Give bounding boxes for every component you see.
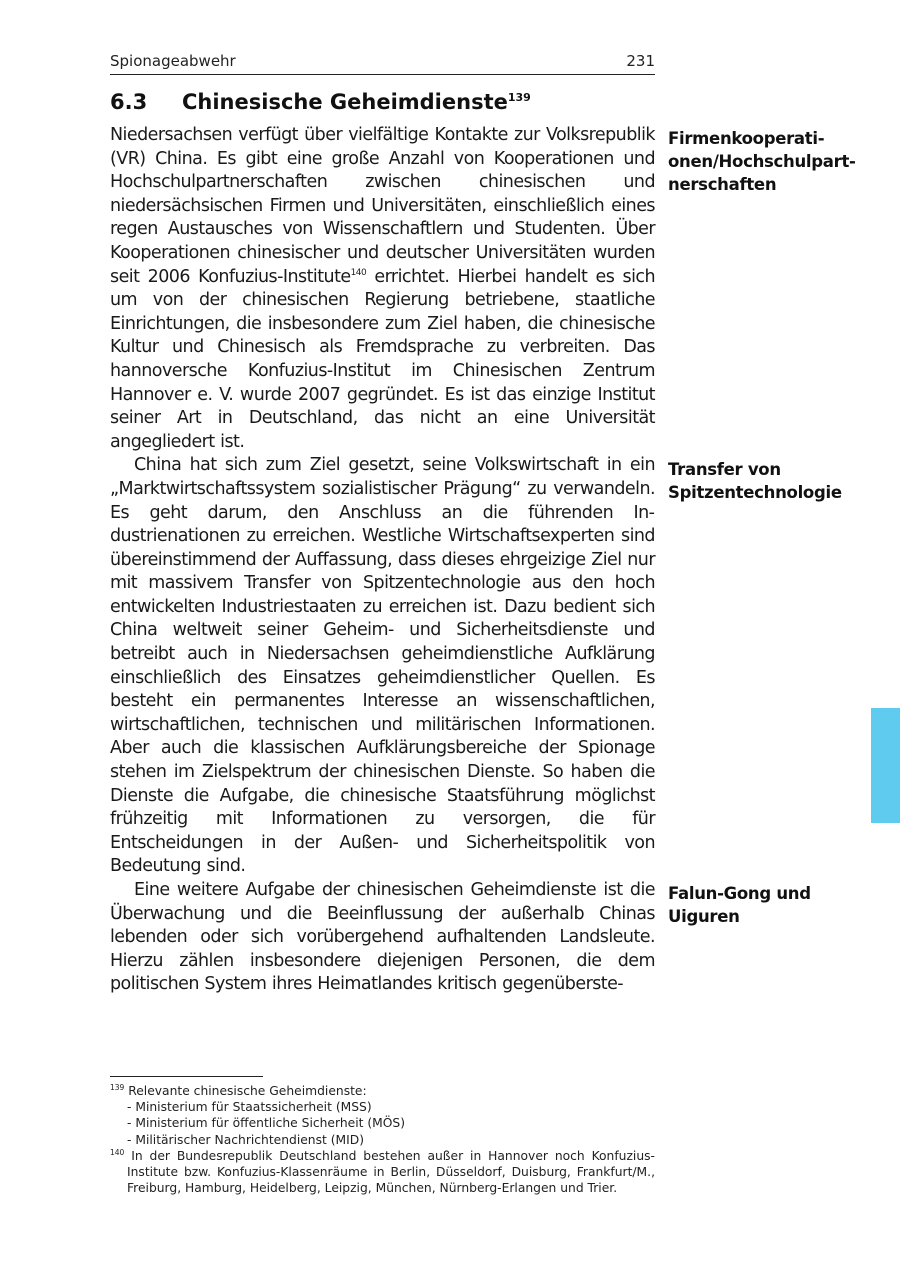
footnote-list-item: - Militärischer Nachrichtendienst (MID) [127,1132,365,1147]
footnote-list-item: - Ministerium für Staatssicherheit (MSS) [127,1100,372,1115]
section-number: 6.3 [110,90,148,114]
footnote-list-item: - Ministerium für öffentliche Sicherheit (MÖS) [127,1116,406,1131]
page-number: 231 [626,52,655,70]
thumb-index-tab [871,708,900,823]
paragraph-2: China hat sich zum Ziel gesetzt, seine Volkswirtschaft in ein „Marktwirtschaftssystem sozialistischer Prägung“ zu verwandeln. Es geht darum, den Anschluss an die führenden Industrienationen zu erreichen. Westliche Wirtschaftsexperten sind übereinstimmend der Auffassung, dass dieses ehrgeizige Ziel nur mit massivem Transfer von Spitzentechnologie aus den hoch entwickelten Industriestaaten zu erreichen ist. Dazu bedient sich China weltweit seiner Geheim- und Sicherheitsdienste und betreibt auch in Niedersachsen geheimdienstliche Aufklärung einschließlich des Einsatzes geheimdienstlicher Quellen. Es besteht ein permanentes Interesse an wissenschaftlichen, wirtschaftlichen, technischen und militärischen Informationen. Aber auch die klassischen Aufklärungsbereiche der Spionage stehen im Zielspektrum der chinesischen Dienste. So haben die Dienste die Aufgabe, die chinesische Staatsführung möglichst frühzeitig mit Informationen zu versorgen, die für Entscheidungen in der Außen- und Sicherheitspolitik von Bedeutung sind. [110,455,655,877]
footnote-ref-139[interactable]: 139 [507,91,531,104]
footnotes [110,1083,655,1196]
section-title: Chinesische Geheimdienste [182,90,508,114]
section-heading [110,90,531,114]
footnote-140: $^{140}$ In der Bundesrepublik Deutschland bestehen außer in Hannover noch Konfuzius-Institute bzw. Konfuzius-Klassenräume in Berlin, Düsseldorf, Duisburg, Frankfurt/M., Freiburg, Hamburg, Heidelberg, Leipzig, München, Nürnberg-Erlangen und Trier. [110,1147,655,1196]
paragraph-3: Eine weitere Aufgabe der chinesischen Geheimdienste ist die Überwachung und die Beeinflussung der außerhalb Chinas lebenden oder sich vorübergehend aufhaltenden Landsleute. Hierzu zählen insbesondere diejenigen Personen, die dem politischen System ihres Heimatlandes kritisch gegenüberste- [110,880,655,995]
footnote-139: $^{139}$ Relevante chinesische Geheimdienste: [110,1082,367,1098]
margin-note-falun-gong: Falun-Gong und Uiguren [668,884,811,926]
margin-note-technology-transfer: Transfer von Spitzentechnologie [668,460,842,502]
footnote-divider [110,1076,263,1077]
margin-note-cooperations: Firmenkooperationen/Hochschulpartnerschaften [668,129,856,194]
running-title: Spionageabwehr [110,52,236,70]
running-header [110,52,655,75]
body-text [110,124,655,997]
footnote-ref-140[interactable]: 140 [350,267,367,278]
paragraph-1: Niedersachsen verfügt über vielfältige Kontakte zur Volksrepublik (VR) China. Es gibt eine große Anzahl von Kooperationen und Hochschulpartnerschaften zwischen chinesischen und niedersächsischen Firmen und Universitäten, einschließlich eines regen Austausches von Wissenschaftlern und Studenten. Über Kooperationen chinesischer und deutscher Universitäten wurden seit 2006 Konfuzius-Institute$^{140}$ errichtet. Hierbei handelt es sich um von der chinesischen Regierung betriebene, staatliche Einrichtungen, die insbesondere zum Ziel haben, die chinesische Kultur und Chinesisch als Fremdsprache zu verbreiten. Das hannoversche Konfuzius-Institut im Chinesischen Zentrum Hannover e. V. wurde 2007 gegründet. Es ist das einzige Institut seiner Art in Deutschland, das nicht an eine Universität angegliedert ist. [110,125,655,452]
